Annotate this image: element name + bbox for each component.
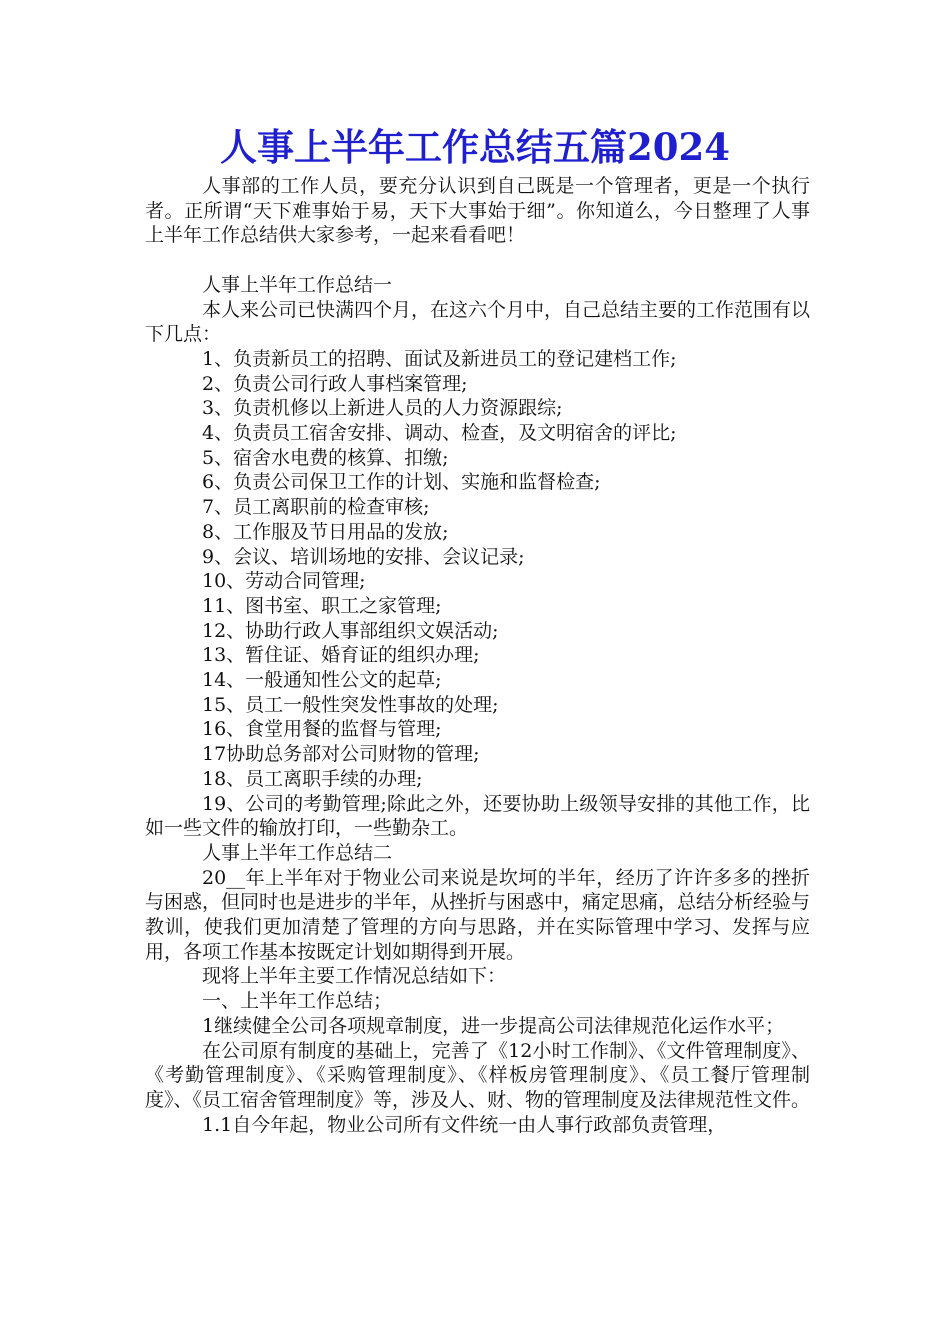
- section2-paragraph: 1继续健全公司各项规章制度，进一步提高公司法律规范化运作水平；: [202, 1014, 785, 1037]
- list-item: 5、宿舍水电费的核算、扣缴;: [202, 446, 449, 469]
- section2-heading: 人事上半年工作总结二: [202, 841, 393, 864]
- list-item: 1、负责新员工的招聘、面试及新进员工的登记建档工作;: [202, 347, 677, 370]
- document-title: 人事上半年工作总结五篇2024: [220, 125, 730, 169]
- list-item: 15、员工一般性突发性事故的处理;: [202, 693, 499, 716]
- list-item: 19、公司的考勤管理;除此之外，还要协助上级领导安排的其他工作，比如一些文件的输放打印，一些勤杂工。: [145, 792, 810, 840]
- list-item: 2、负责公司行政人事档案管理;: [202, 372, 468, 395]
- list-item: 8、工作服及节日用品的发放;: [202, 520, 449, 543]
- section2-paragraph: 一、上半年工作总结；: [202, 990, 393, 1013]
- section1-lead: 本人来公司已快满四个月，在这六个月中，自己总结主要的工作范围有以下几点：: [145, 298, 811, 346]
- list-item: 17协助总务部对公司财物的管理;: [202, 743, 480, 766]
- list-item: 4、负责员工宿舍安排、调动、检查，及文明宿舍的评比;: [202, 422, 677, 445]
- section2-paragraph: 在公司原有制度的基础上，完善了《12小时工作制》、《文件管理制度》、《考勤管理制度》、《采购管理制度》、《样板房管理制度》、《员工餐厅管理制度》、《员工宿舍管理制度》等，涉及人、财、物的管理制度及法律规范性文件。: [145, 1039, 811, 1111]
- section2-paragraph: 1.1自今年起，物业公司所有文件统一由人事行政部负责管理，: [202, 1113, 727, 1136]
- section1-heading: 人事上半年工作总结一: [202, 273, 393, 296]
- list-item: 6、负责公司保卫工作的计划、实施和监督检查;: [202, 471, 601, 494]
- list-item: 11、图书室、职工之家管理;: [202, 594, 442, 617]
- list-item: 12、协助行政人事部组织文娱活动;: [202, 619, 499, 642]
- blank-line: [145, 248, 810, 273]
- section2-paragraph: 20__年上半年对于物业公司来说是坎坷的半年，经历了许许多多的挫折与困惑，但同时也是进步的半年，从挫折与困惑中，痛定思痛，总结分析经验与教训，使我们更加清楚了管理的方向与思路，并在实际管理中学习、发挥与应用，各项工作基本按既定计划如期得到开展。: [145, 866, 811, 963]
- intro-paragraph: 人事部的工作人员，要充分认识到自己既是一个管理者，更是一个执行者。正所谓“天下难事始于易，天下大事始于细”。你知道么，今日整理了人事上半年工作总结供大家参考，一起来看看吧！: [145, 175, 810, 247]
- list-item: 14、一般通知性公文的起草;: [202, 669, 442, 692]
- section2-paragraph: 现将上半年主要工作情况总结如下：: [202, 965, 507, 988]
- list-item: 3、负责机修以上新进人员的人力资源跟综;: [202, 397, 563, 420]
- list-item: 7、员工离职前的检查审核;: [202, 496, 430, 519]
- list-item: 18、员工离职手续的办理;: [202, 767, 423, 790]
- list-item: 10、劳动合同管理;: [202, 570, 366, 593]
- document-body: [145, 174, 810, 1137]
- list-item: 16、食堂用餐的监督与管理;: [202, 718, 442, 741]
- list-item: 13、暂住证、婚育证的组织办理;: [202, 644, 480, 667]
- list-item: 9、会议、培训场地的安排、会议记录;: [202, 545, 525, 568]
